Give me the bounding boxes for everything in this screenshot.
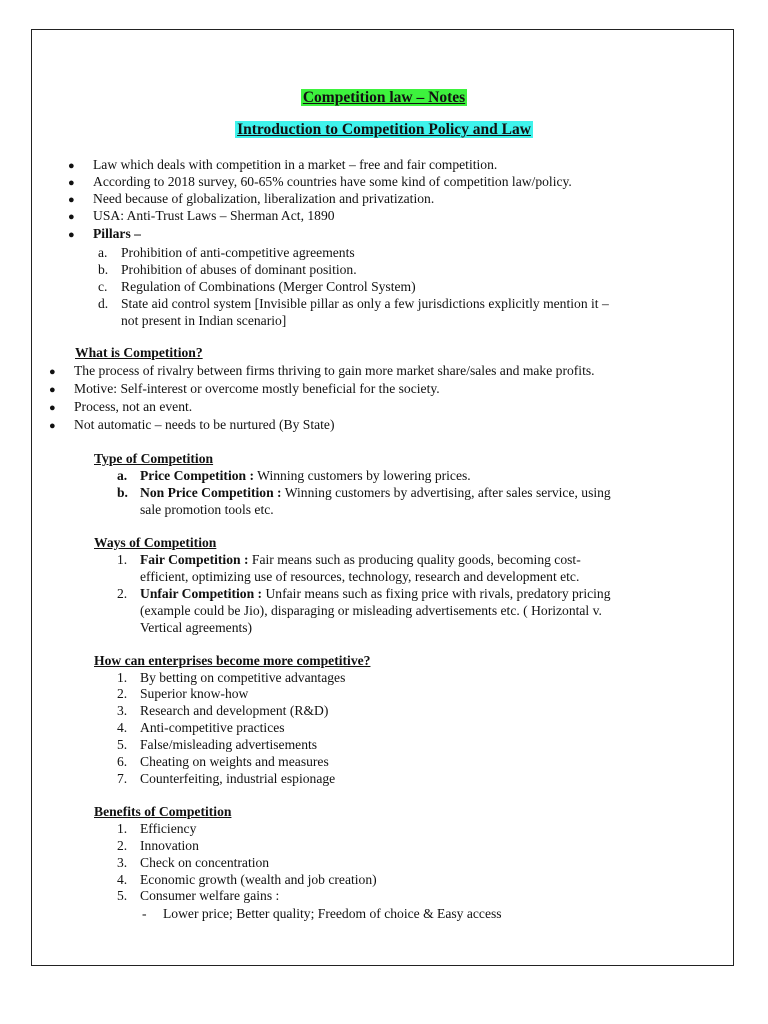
list-item: Lower price; Better quality; Freedom of choice & Easy access [163, 906, 502, 921]
list-item: Prohibition of anti-competitive agreements [121, 245, 355, 260]
list-item: Check on concentration [140, 855, 270, 870]
list-marker: 6. [117, 754, 128, 769]
list-item: Cheating on weights and measures [140, 754, 329, 769]
list-marker: 2. [117, 838, 128, 853]
list-item: Efficiency [140, 821, 197, 836]
section-heading: Ways of Competition [94, 535, 217, 550]
list-item: Need because of globalization, liberalization and privatization. [93, 191, 435, 206]
list-item-cont: (example could be Jio), disparaging or misleading advertisements etc. ( Horizontal v. [140, 603, 602, 618]
list-item: Regulation of Combinations (Merger Control System) [121, 279, 416, 294]
list-item: Fair Competition : Fair means such as producing quality goods, becoming cost- [140, 552, 581, 567]
bullet-icon: ● [49, 366, 56, 378]
bullet-icon: ● [68, 211, 75, 223]
pillars-label: Pillars – [93, 226, 141, 241]
doc-title: Competition law – Notes [302, 89, 466, 106]
bullet-icon: ● [49, 402, 56, 414]
list-marker: 2. [117, 686, 128, 701]
doc-subtitle: Introduction to Competition Policy and Law [237, 121, 531, 138]
list-item: Research and development (R&D) [140, 703, 329, 718]
section-heading: What is Competition? [75, 345, 203, 360]
list-item: Unfair Competition : Unfair means such as fixing price with rivals, predatory pricing [140, 586, 611, 601]
list-item-cont: Vertical agreements) [140, 620, 253, 635]
list-marker: 3. [117, 703, 128, 718]
section-heading: Type of Competition [94, 451, 214, 466]
list-item: Not automatic – needs to be nurtured (By State) [74, 417, 335, 432]
list-item: Process, not an event. [74, 399, 193, 414]
list-item: USA: Anti-Trust Laws – Sherman Act, 1890 [93, 208, 335, 223]
bullet-icon: ● [68, 229, 75, 241]
list-item: Price Competition : Winning customers by lowering prices. [140, 468, 471, 483]
list-item: The process of rivalry between firms thriving to gain more market share/sales and make profits. [74, 363, 595, 378]
section-heading: Benefits of Competition [94, 804, 232, 819]
list-marker: 4. [117, 872, 128, 887]
list-item: Anti-competitive practices [140, 720, 285, 735]
list-marker: 5. [117, 737, 128, 752]
list-item: Innovation [140, 838, 199, 853]
list-marker: 4. [117, 720, 128, 735]
list-marker: 2. [117, 586, 128, 601]
list-marker: 5. [117, 888, 128, 903]
bullet-icon: ● [68, 160, 75, 172]
list-marker: a. [98, 245, 108, 260]
list-item: According to 2018 survey, 60-65% countries have some kind of competition law/policy. [93, 174, 572, 189]
list-item: Superior know-how [140, 686, 249, 701]
bullet-icon: ● [49, 384, 56, 396]
list-marker: 1. [117, 670, 128, 685]
bullet-icon: ● [68, 177, 75, 189]
list-item: Law which deals with competition in a market – free and fair competition. [93, 157, 498, 172]
list-marker: b. [117, 485, 128, 500]
list-marker: 7. [117, 771, 128, 786]
list-item-cont: efficient, optimizing use of resources, technology, research and development etc. [140, 569, 580, 584]
section-heading: How can enterprises become more competitive? [94, 653, 371, 668]
list-item: Economic growth (wealth and job creation) [140, 872, 377, 887]
list-marker: 3. [117, 855, 128, 870]
list-item: Counterfeiting, industrial espionage [140, 771, 336, 786]
list-item-cont: not present in Indian scenario] [121, 313, 287, 328]
list-item-cont: sale promotion tools etc. [140, 502, 274, 517]
bullet-icon: ● [68, 194, 75, 206]
list-item: By betting on competitive advantages [140, 670, 346, 685]
list-marker: d. [98, 296, 109, 311]
list-marker: a. [117, 468, 128, 483]
list-item: Non Price Competition : Winning customers by advertising, after sales service, using [140, 485, 611, 500]
list-marker: c. [98, 279, 108, 294]
list-item: Consumer welfare gains : [140, 888, 280, 903]
dash-marker: - [142, 906, 147, 921]
list-marker: 1. [117, 821, 128, 836]
list-item: Motive: Self-interest or overcome mostly beneficial for the society. [74, 381, 440, 396]
list-marker: 1. [117, 552, 128, 567]
bullet-icon: ● [49, 420, 56, 432]
list-item: False/misleading advertisements [140, 737, 318, 752]
list-marker: b. [98, 262, 109, 277]
list-item: State aid control system [Invisible pillar as only a few jurisdictions explicitly mention it – [121, 296, 609, 311]
list-item: Prohibition of abuses of dominant position. [121, 262, 357, 277]
